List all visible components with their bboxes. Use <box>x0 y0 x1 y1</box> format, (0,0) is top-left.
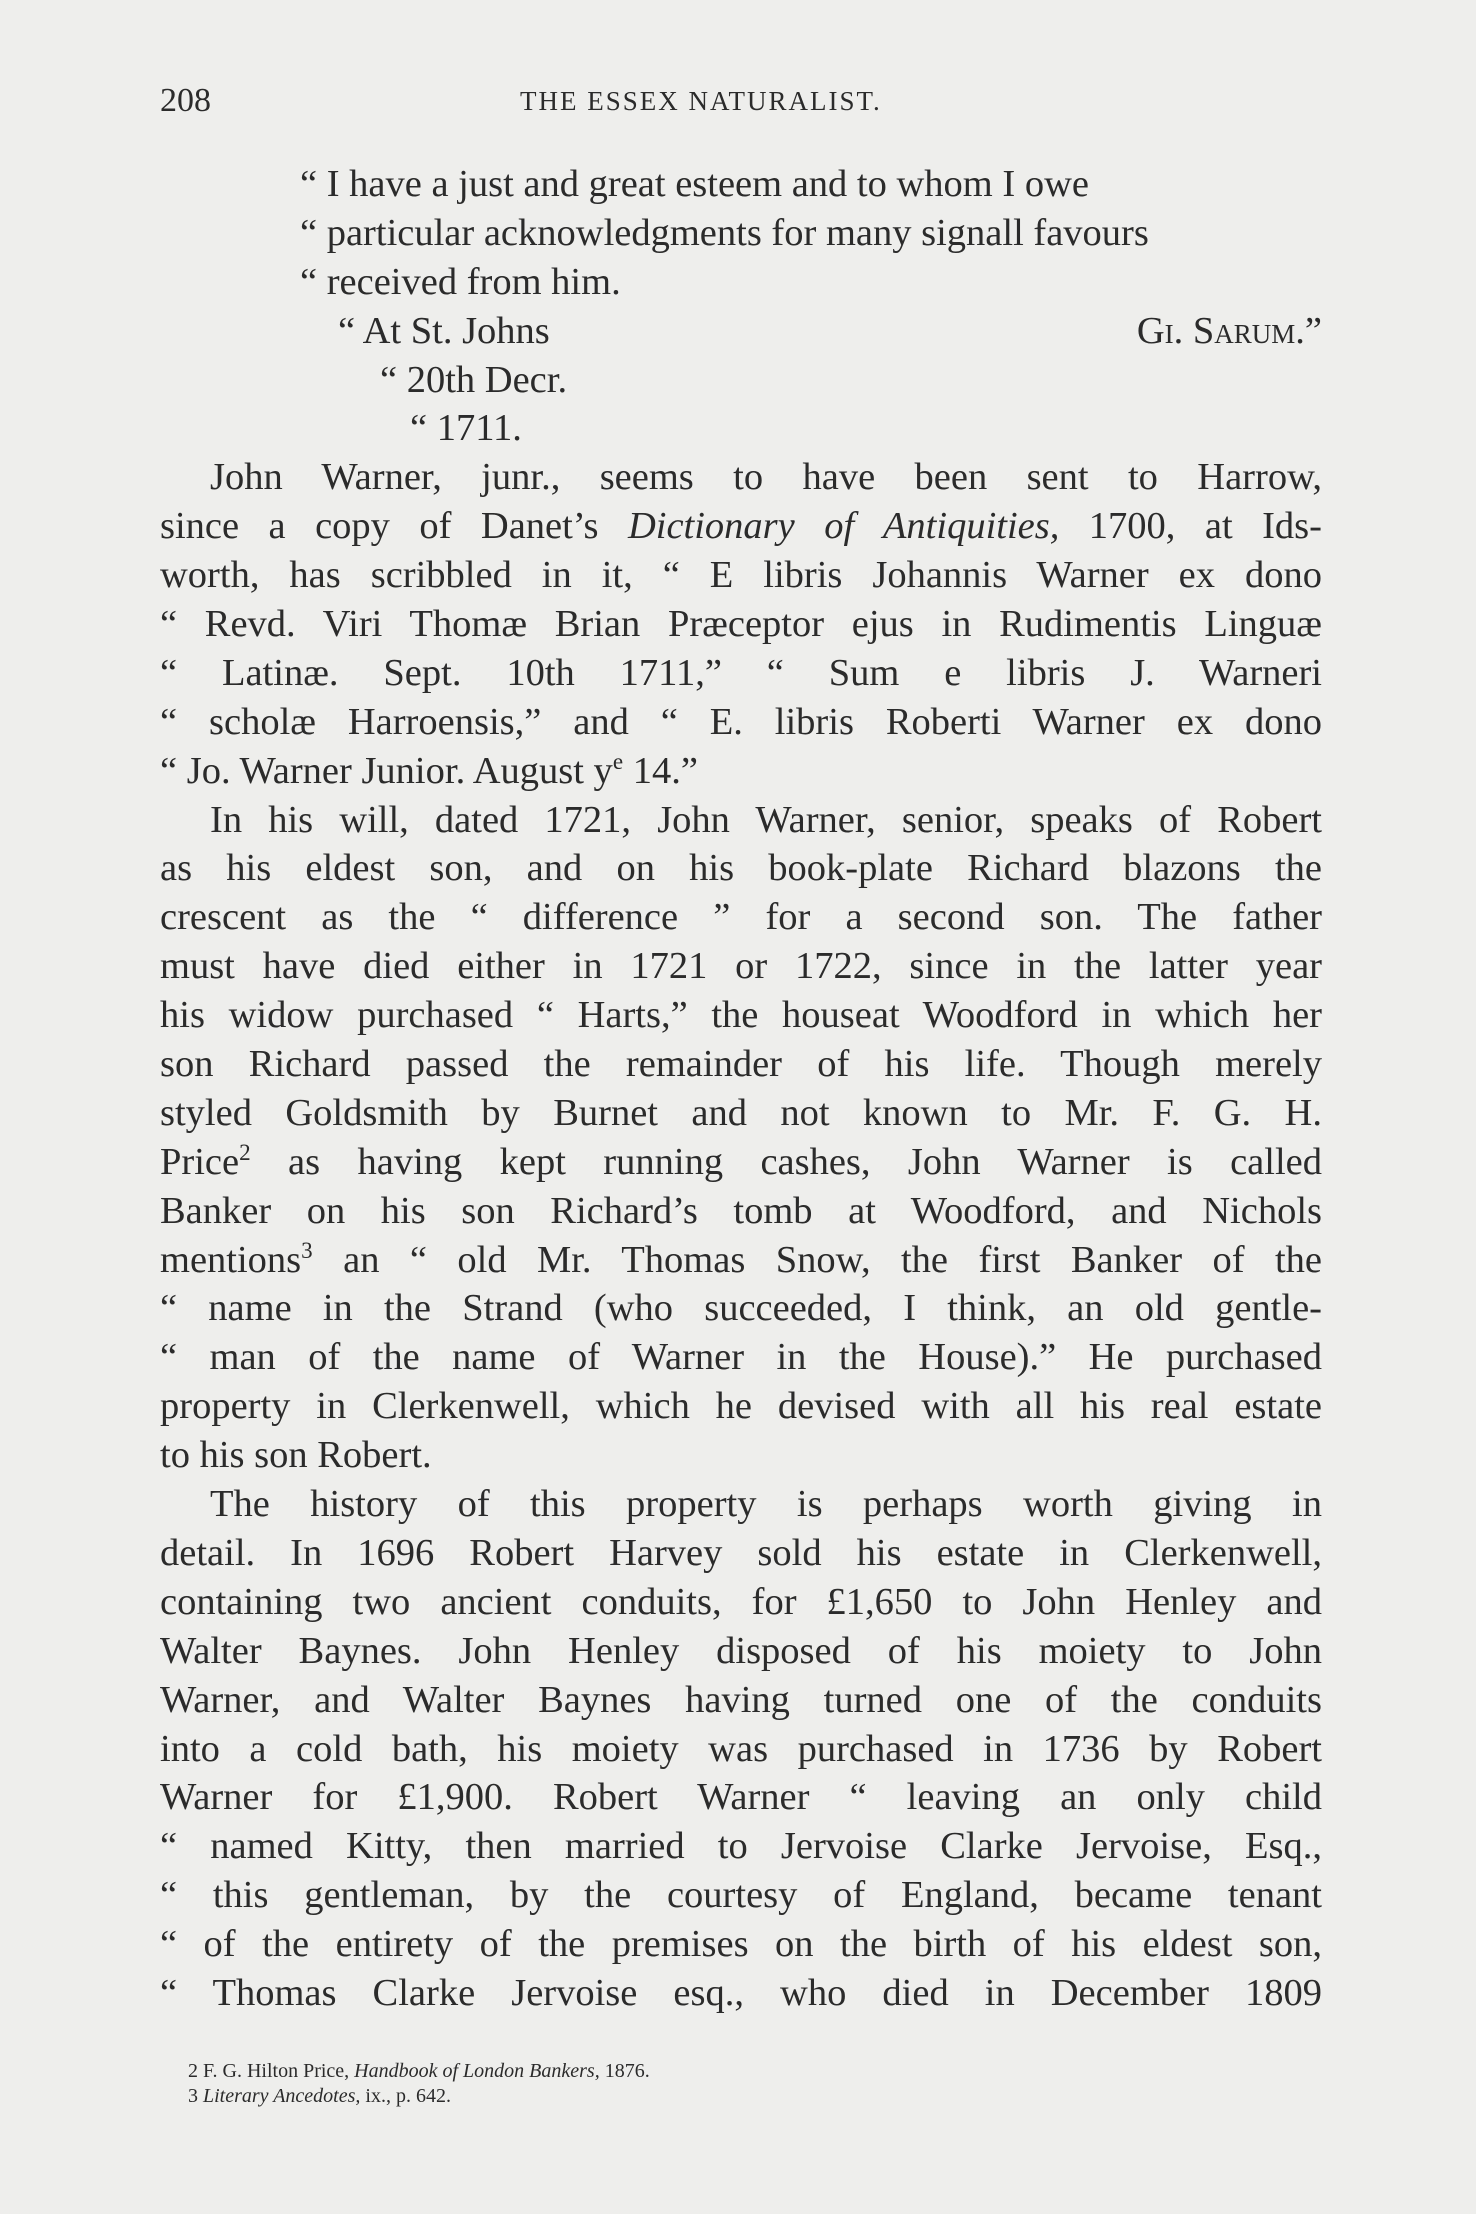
quote-date: “ 1711. <box>410 407 522 450</box>
text-line: “ named Kitty, then married to Jervoise Clarke Jervoise, Esq., <box>160 1825 1322 1868</box>
text-line: “ Revd. Viri Thomæ Brian Præceptor ejus in Rudimentis Linguæ <box>160 603 1322 646</box>
text-line: Walter Baynes. John Henley disposed of his moiety to John <box>160 1629 1322 1672</box>
quote-place: “ At St. Johns <box>338 309 550 352</box>
text-line: The history of this property is perhaps worth giving in <box>210 1483 1322 1526</box>
quote-date: “ 20th Decr. <box>380 358 568 401</box>
text-line: John Warner, junr., seems to have been sent to Harrow, <box>210 456 1322 499</box>
cited-title: Handbook of London Bankers, <box>354 2060 600 2082</box>
text-line: must have died either in 1721 or 1722, since in the latter year <box>160 945 1322 988</box>
text-line: into a cold bath, his moiety was purchased in 1736 by Robert <box>160 1727 1322 1770</box>
text-line: mentions$^3$ an “ old Mr. Thomas Snow, the first Banker of the <box>160 1236 1322 1281</box>
text-line: “ Latinæ. Sept. 10th 1711,” “ Sum e libris J. Warneri <box>160 651 1322 694</box>
footnote-ref: 3 <box>301 1236 313 1263</box>
quote-line: “ particular acknowledgments for many signall favours <box>300 211 1149 254</box>
text-line: Warner, and Walter Baynes having turned one of the conduits <box>160 1678 1322 1721</box>
running-title: THE ESSEX NATURALIST. <box>520 86 882 116</box>
text-line: since a copy of Danet’s Dictionary of Antiquities, 1700, at Ids- <box>160 505 1322 548</box>
quote-line: “ received from him. <box>300 260 621 303</box>
text-line: “ Thomas Clarke Jervoise esq., who died in December 1809 <box>160 1971 1322 2014</box>
footnote: 2 F. G. Hilton Price, Handbook of London Bankers, 1876. <box>188 2060 650 2082</box>
text-line: styled Goldsmith by Burnet and not known to Mr. F. G. H. <box>160 1091 1322 1134</box>
text-line: Price$^2$ as having kept running cashes, John Warner is called <box>160 1138 1322 1183</box>
page-header <box>160 82 1320 122</box>
text-line: In his will, dated 1721, John Warner, senior, speaks of Robert <box>210 798 1322 841</box>
text-line: his widow purchased “ Harts,” the houseat Woodford in which her <box>160 994 1322 1037</box>
footnote-ref: 2 <box>239 1138 251 1165</box>
text-line: “ this gentleman, by the courtesy of England, became tenant <box>160 1874 1322 1917</box>
quote-line: “ I have a just and great esteem and to whom I owe <box>300 163 1089 205</box>
text-line: “ scholæ Harroensis,” and “ E. libris Roberti Warner ex dono <box>160 700 1322 743</box>
text-line: property in Clerkenwell, which he devised with all his real estate <box>160 1385 1322 1428</box>
text-line: as his eldest son, and on his book-plate Richard blazons the <box>160 847 1322 890</box>
cited-title: Literary Ancedotes, <box>203 2085 361 2107</box>
quote-signature: Gi. Sarum.” <box>1136 309 1322 352</box>
text-line: Banker on his son Richard’s tomb at Woodford, and Nichols <box>160 1189 1322 1232</box>
book-title: Dictionary of Antiquities, <box>627 505 1060 548</box>
text-line: worth, has scribbled in it, “ E libris Johannis Warner ex dono <box>160 554 1322 597</box>
text-line: “ Jo. Warner Junior. August $y^e$ 14.” <box>160 747 698 792</box>
page-number: 208 <box>160 82 211 119</box>
footnotes <box>188 2059 1188 2109</box>
text-line: Warner for £1,900. Robert Warner “ leaving an only child <box>160 1776 1322 1819</box>
text-line: detail. In 1696 Robert Harvey sold his estate in Clerkenwell, <box>160 1531 1322 1574</box>
quote-signature-line <box>160 307 1322 356</box>
text-line: “ of the entirety of the premises on the birth of his eldest son, <box>160 1923 1322 1966</box>
text-line: “ name in the Strand (who succeeded, I think, an old gentle- <box>160 1287 1322 1330</box>
footnote: 3 Literary Ancedotes, ix., p. 642. <box>188 2085 451 2107</box>
page-body <box>160 160 1322 2018</box>
text-line: to his son Robert. <box>160 1434 432 1477</box>
text-line: son Richard passed the remainder of his life. Though merely <box>160 1043 1322 1086</box>
text-line: containing two ancient conduits, for £1,650 to John Henley and <box>160 1580 1322 1623</box>
text-line: crescent as the “ difference ” for a second son. The father <box>160 896 1322 939</box>
text-line: “ man of the name of Warner in the House).” He purchased <box>160 1336 1322 1379</box>
